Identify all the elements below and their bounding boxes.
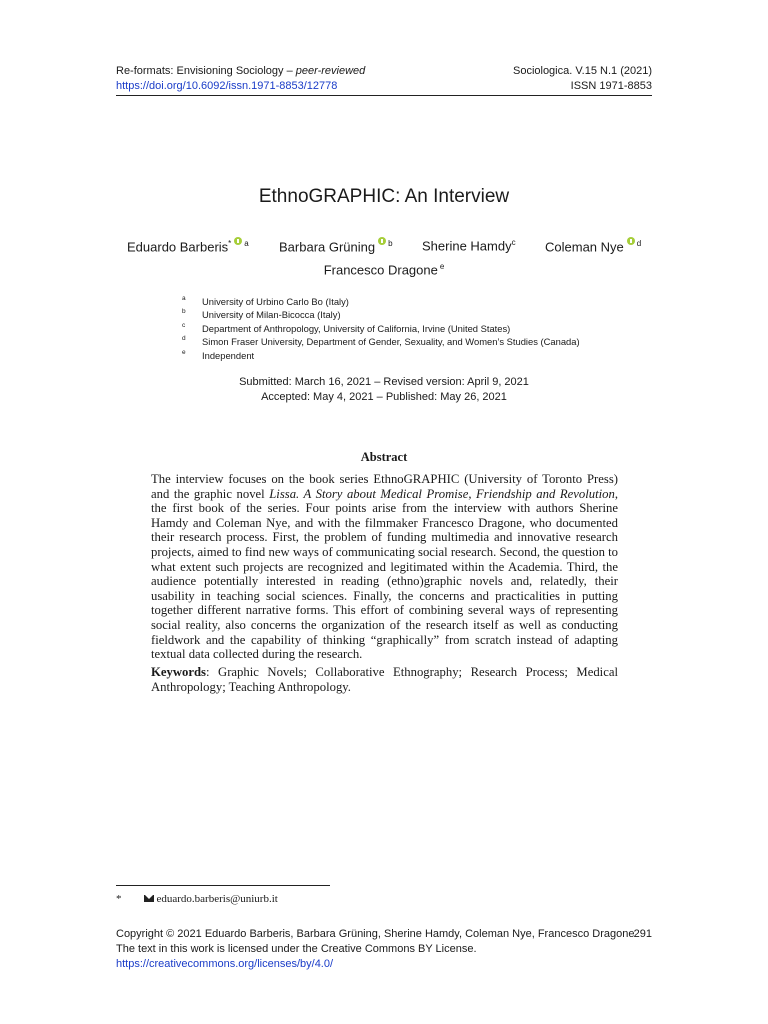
series-name: Re-formats: Envisioning Sociology [116, 65, 284, 77]
footnote [116, 892, 278, 906]
submission-dates [0, 375, 768, 405]
corresponding-mark: * [228, 239, 232, 248]
orcid-icon[interactable] [378, 237, 386, 245]
license-line: The text in this work is licensed under the Creative Commons BY License. [116, 943, 477, 955]
author-4 [545, 238, 641, 254]
affiliation-item: e Independent [182, 348, 255, 361]
affiliation-mark: c [511, 238, 516, 247]
abstract-heading: Abstract [360, 450, 408, 464]
affiliations-list [182, 295, 580, 362]
dates-line-2: Accepted: May 4, 2021 – Published: May 26, 2021 [261, 391, 507, 403]
dates-line-1: Submitted: March 16, 2021 – Revised version: April 9, 2021 [239, 376, 529, 388]
footnote-mark: * [116, 893, 122, 905]
series-line: Re-formats: Envisioning Sociology – peer-reviewed [116, 65, 366, 77]
affiliation-item: b University of Milan-Bicocca (Italy) [182, 308, 341, 321]
envelope-icon [144, 895, 154, 902]
footnote-email[interactable]: eduardo.barberis@uniurb.it [156, 893, 278, 905]
author-3 [422, 238, 516, 253]
orcid-icon[interactable] [234, 237, 242, 245]
author-1 [127, 238, 249, 254]
keywords-label: Keywords [151, 665, 206, 679]
author-name: Barbara Grüning [279, 239, 376, 255]
peer-reviewed-label: peer-reviewed [295, 65, 366, 77]
affiliation-mark: b [388, 239, 393, 248]
journal-issue: Sociologica. V.15 N.1 (2021) [512, 65, 652, 77]
author-name: Coleman Nye [545, 239, 624, 255]
orcid-icon[interactable] [627, 237, 635, 245]
author-2 [279, 238, 393, 254]
abstract-text: The interview focuses on the book series EthnoGRAPHIC (University of Toronto Press) and the graphic novel Lissa. A Story about Medical Promise, Friendship and Revolution, the first book of the series. Four points arise from the interview with authors Sherine Hamdy and Coleman Nye, and with the filmmaker Francesco Dragone, who documented their research process. First, the problem of funding multimedia and innovative research projects, aimed to find new ways of communicating social research. Second, the question to what extent such projects are recognized and legitimated within the Academia. Third, the audience potentially interested in reading (ethno)graphic novels and, relatedly, their usability in teaching social sciences. Finally, the concerns and practicalities in putting together different narrative forms. This effort of combining several ways of representing social reality, also concerns the organization of the research itself as well as conducting fieldwork and the capability of thinking “graphically” from scratch instead of adapting textual data collected during the research. [151, 472, 618, 662]
page-number: 291 [633, 928, 652, 940]
footnote-divider [116, 885, 330, 886]
affiliation-item: c Department of Anthropology, University of California, Irvine (United States) [182, 321, 511, 334]
license-link[interactable]: https://creativecommons.org/licenses/by/4.0/ [116, 958, 334, 970]
author-name: Francesco Dragone [323, 262, 438, 278]
author-5 [0, 262, 768, 277]
affiliation-item: a University of Urbino Carlo Bo (Italy) [182, 295, 349, 307]
article-title: EthnoGRAPHIC: An Interview [258, 186, 510, 207]
author-name: Eduardo Barberis [127, 239, 229, 255]
affiliation-mark: d [636, 239, 642, 248]
doi-link[interactable]: https://doi.org/10.6092/issn.1971-8853/12778 [116, 80, 338, 92]
affiliation-item: d Simon Fraser University, Department of Gender, Sexuality, and Women’s Studies (Canada) [182, 335, 580, 348]
affiliation-mark: a [244, 239, 249, 248]
keywords [151, 665, 618, 694]
issn: ISSN 1971-8853 [570, 80, 652, 92]
header-left [116, 64, 365, 94]
keywords-text: : Graphic Novels; Collaborative Ethnography; Research Process; Medical Anthropology; Teaching Anthropology. [151, 665, 618, 694]
book-title: Lissa. A Story about Medical Promise, Friendship and Revolution [269, 486, 615, 501]
copyright-line: Copyright © 2021 Eduardo Barberis, Barbara Grüning, Sherine Hamdy, Coleman Nye, Francesco Dragone [116, 928, 635, 940]
page-footer [116, 927, 634, 972]
header-divider [116, 95, 652, 96]
affiliation-mark: e [439, 262, 445, 271]
author-name: Sherine Hamdy [422, 238, 512, 254]
header-right [513, 64, 652, 94]
